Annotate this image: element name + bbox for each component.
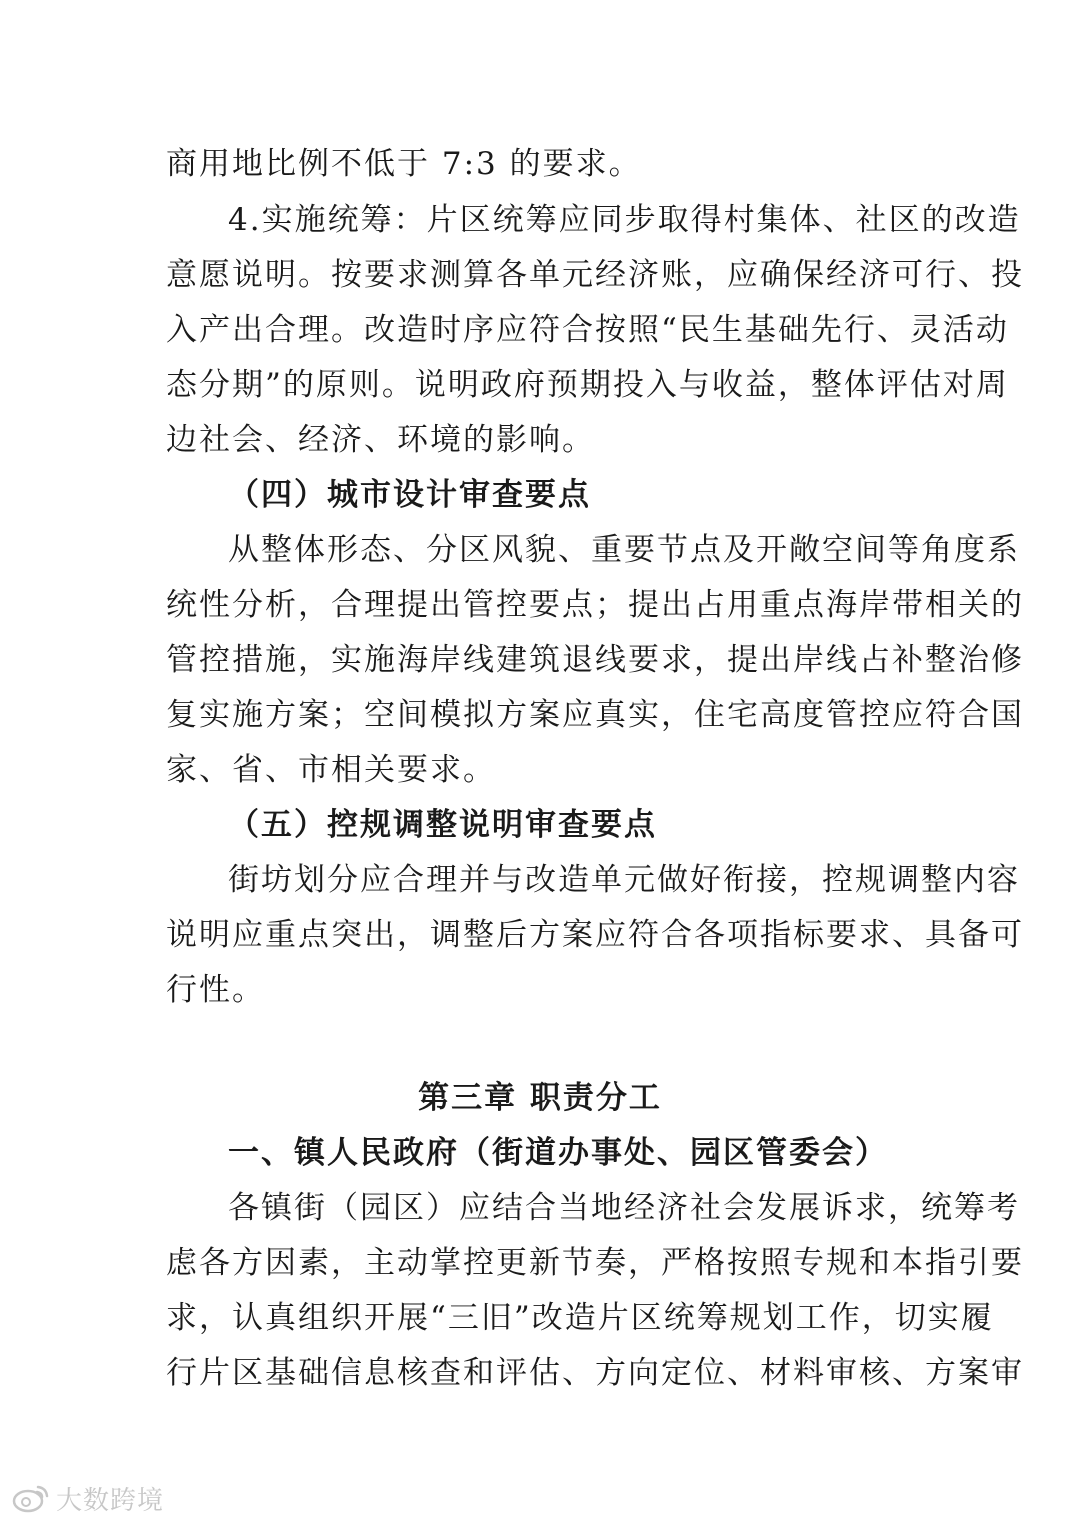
paragraph-line: 说明应重点突出，调整后方案应符合各项指标要求、具备可 [166,917,1024,953]
paragraph-line: 态分期”的原则。说明政府预期投入与收益，整体评估对周 [166,367,1009,403]
paragraph-line: 从整体形态、分区风貌、重要节点及开敞空间等角度系 [228,532,1020,568]
watermark-text: 大数跨境 [56,1485,165,1516]
paragraph-line: 求，认真组织开展“三旧”改造片区统筹规划工作，切实履 [166,1300,994,1336]
paragraph-line: 入产出合理。改造时序应符合按照“民生基础先行、灵活动 [166,312,1009,348]
paragraph-line: 意愿说明。按要求测算各单元经济账，应确保经济可行、投 [166,257,1024,293]
paragraph-line: 街坊划分应合理并与改造单元做好衔接，控规调整内容 [228,862,1020,898]
watermark [12,1480,164,1516]
paragraph-line: 4.实施统筹：片区统筹应同步取得村集体、社区的改造 [228,202,1021,238]
weibo-logo-icon [12,1483,50,1513]
section-heading: （五）控规调整说明审查要点 [228,807,657,843]
paragraph-line: 统性分析，合理提出管控要点；提出占用重点海岸带相关的 [166,587,1024,623]
section-heading: （四）城市设计审查要点 [228,477,591,513]
paragraph-line: 边社会、经济、环境的影响。 [166,422,595,458]
paragraph-line: 家、省、市相关要求。 [166,752,496,788]
paragraph-line: 虑各方因素，主动掌控更新节奏，严格按照专规和本指引要 [166,1245,1024,1281]
paragraph-line: 管控措施，实施海岸线建筑退线要求，提出岸线占补整治修 [166,642,1024,678]
paragraph-line: 行性。 [166,972,265,1008]
paragraph-line: 行片区基础信息核查和评估、方向定位、材料审核、方案审 [166,1355,1024,1391]
paragraph-line: 各镇街（园区）应结合当地经济社会发展诉求，统筹考 [228,1190,1020,1226]
paragraph-line: 复实施方案；空间模拟方案应真实，住宅高度管控应符合国 [166,697,1024,733]
paragraph-line: 商用地比例不低于 7:3 的要求。 [166,146,642,182]
chapter-title: 第三章 职责分工 [418,1080,662,1116]
section-heading: 一、镇人民政府（街道办事处、园区管委会） [228,1135,888,1171]
